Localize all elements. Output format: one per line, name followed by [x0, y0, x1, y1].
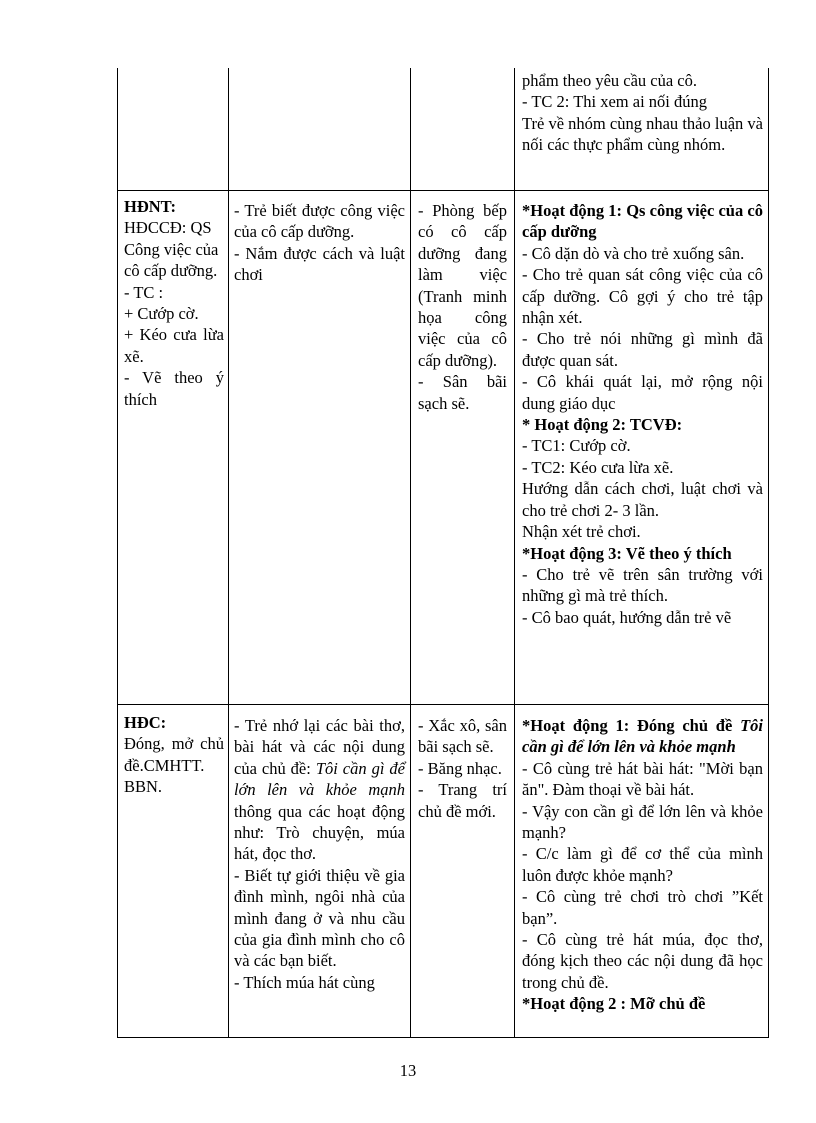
activity-line: - Cô dặn dò và cho trẻ xuống sân.	[522, 243, 745, 263]
label-line: + Cướp cờ.	[124, 304, 199, 324]
goal-line	[234, 715, 405, 865]
closing-label-cell	[124, 712, 224, 798]
activity-line: - TC2: Kéo cưa lừa xẽ.	[522, 457, 674, 477]
activity-line: - Cho trẻ nói những gì mình đã được quan sát.	[522, 329, 763, 370]
row-divider-2	[117, 704, 769, 705]
column-divider-1	[228, 68, 229, 1038]
activity-line: - Vậy con cần gì để lớn lên và khỏe mạnh?	[522, 801, 763, 843]
activity-line: - TC1: Cướp cờ.	[522, 436, 631, 456]
prep-line: - Trang trí chủ đề mới.	[418, 780, 507, 821]
prep-line: - Sân bãi sạch sẽ.	[418, 372, 507, 413]
page-number: 13	[399, 1061, 417, 1080]
label-line: + Kéo cưa lừa xẽ.	[124, 325, 224, 366]
activity-heading-1	[522, 715, 763, 758]
outdoor-label-cell	[124, 196, 224, 410]
activity-line: Trẻ về nhóm cùng nhau thảo luận và nối các thực phẩm cùng nhóm.	[522, 113, 763, 155]
outdoor-title: HĐNT:	[124, 197, 176, 216]
goal-text: - Trẻ nhớ lại các bài thơ, bài hát và các nội dung của chủ đề:	[234, 716, 405, 778]
goal-line: - Trẻ biết được công việc của cô cấp dưỡng.	[234, 201, 405, 242]
activity-line: - TC 2: Thi xem ai nối đúng	[522, 92, 708, 112]
activity-line: - C/c làm gì để cơ thể của mình luôn được khỏe mạnh?	[522, 844, 763, 885]
label-line: - Vẽ theo ý thích	[124, 368, 224, 409]
activity-line: phẩm theo yêu cầu của cô.	[522, 71, 698, 90]
goal-line: - Thích múa hát cùng	[234, 972, 375, 992]
activity-line: - Cô bao quát, hướng dẫn trẻ vẽ	[522, 607, 732, 627]
activity-line: Nhận xét trẻ chơi.	[522, 522, 641, 542]
table-left-border	[117, 68, 118, 1038]
label-line: Đóng, mở chủ đề.CMHTT. BBN.	[124, 734, 224, 797]
activity-heading-2: * Hoạt động 2: TCVĐ:	[522, 415, 683, 435]
goal-text: thông qua các hoạt động như: Trò chuyện, múa hát, đọc thơ.	[234, 801, 405, 864]
activity-line: - Cho trẻ vẽ trên sân trường với những gì mà trẻ thích.	[522, 564, 763, 606]
prep-line: - Băng nhạc.	[418, 758, 502, 778]
label-line: - TC :	[124, 282, 164, 302]
closing-title: HĐC:	[124, 713, 167, 732]
table-bottom-border	[117, 1037, 769, 1038]
closing-goals-cell	[234, 715, 405, 993]
activity-line: Hướng dẫn cách chơi, luật chơi và cho trẻ chơi 2- 3 lần.	[522, 479, 763, 520]
outdoor-goals-cell	[234, 200, 405, 286]
heading-text: *Hoạt động 1: Đóng chủ đề	[522, 716, 733, 735]
activity-line: - Cô cùng trẻ hát múa, đọc thơ, đóng kịch theo các nội dung đã học trong chủ đề.	[522, 930, 763, 992]
prep-line: - Phòng bếp có cô cấp dưỡng đang làm việc (Tranh minh họa công việc của cô cấp dưỡng).	[418, 201, 507, 370]
theme-name: Tôi cần gì để lớn lên và khỏe mạnh	[522, 716, 764, 757]
column-divider-3	[514, 68, 515, 1038]
goal-line: - Biết tự giới thiệu về gia đình mình, ngôi nhà của mình đang ở và nhu cầu của gia đình mình cho cô và các bạn biết.	[234, 865, 405, 971]
activity-line: - Cô khái quát lại, mở rộng nội dung giáo dục	[522, 372, 763, 413]
activity-heading-1: *Hoạt động 1: Qs công việc của cô cấp dưỡng	[522, 201, 763, 242]
outdoor-prep-cell	[418, 200, 507, 414]
goal-line: - Nắm được cách và luật chơi	[234, 243, 405, 285]
activity-line: - Cô cùng trẻ hát bài hát: "Mời bạn ăn". Đàm thoại về bài hát.	[522, 758, 763, 800]
closing-activity-cell	[522, 715, 763, 1015]
theme-name: Tôi cần gì để lớn lên và khỏe mạnh	[234, 758, 405, 800]
label-line: HĐCCĐ: QS Công việc của cô cấp dưỡng.	[124, 218, 219, 281]
row-top-activity-cell	[522, 70, 763, 156]
outdoor-activity-cell	[522, 200, 763, 628]
column-divider-2	[410, 68, 411, 1038]
activity-line: - Cho trẻ quan sát công việc của cô cấp dưỡng. Cô gợi ý cho trẻ tập nhận xét.	[522, 265, 763, 328]
closing-prep-cell	[418, 715, 507, 822]
prep-line: - Xắc xô, sân bãi sạch sẽ.	[418, 716, 507, 757]
activity-heading-3: *Hoạt động 3: Vẽ theo ý thích	[522, 543, 732, 563]
row-divider-1	[117, 190, 769, 191]
activity-heading-2: *Hoạt động 2 : Mỡ chủ đề	[522, 994, 706, 1014]
activity-line: - Cô cùng trẻ chơi trò chơi ”Kết bạn”.	[522, 887, 763, 928]
table-right-border	[768, 68, 769, 1038]
